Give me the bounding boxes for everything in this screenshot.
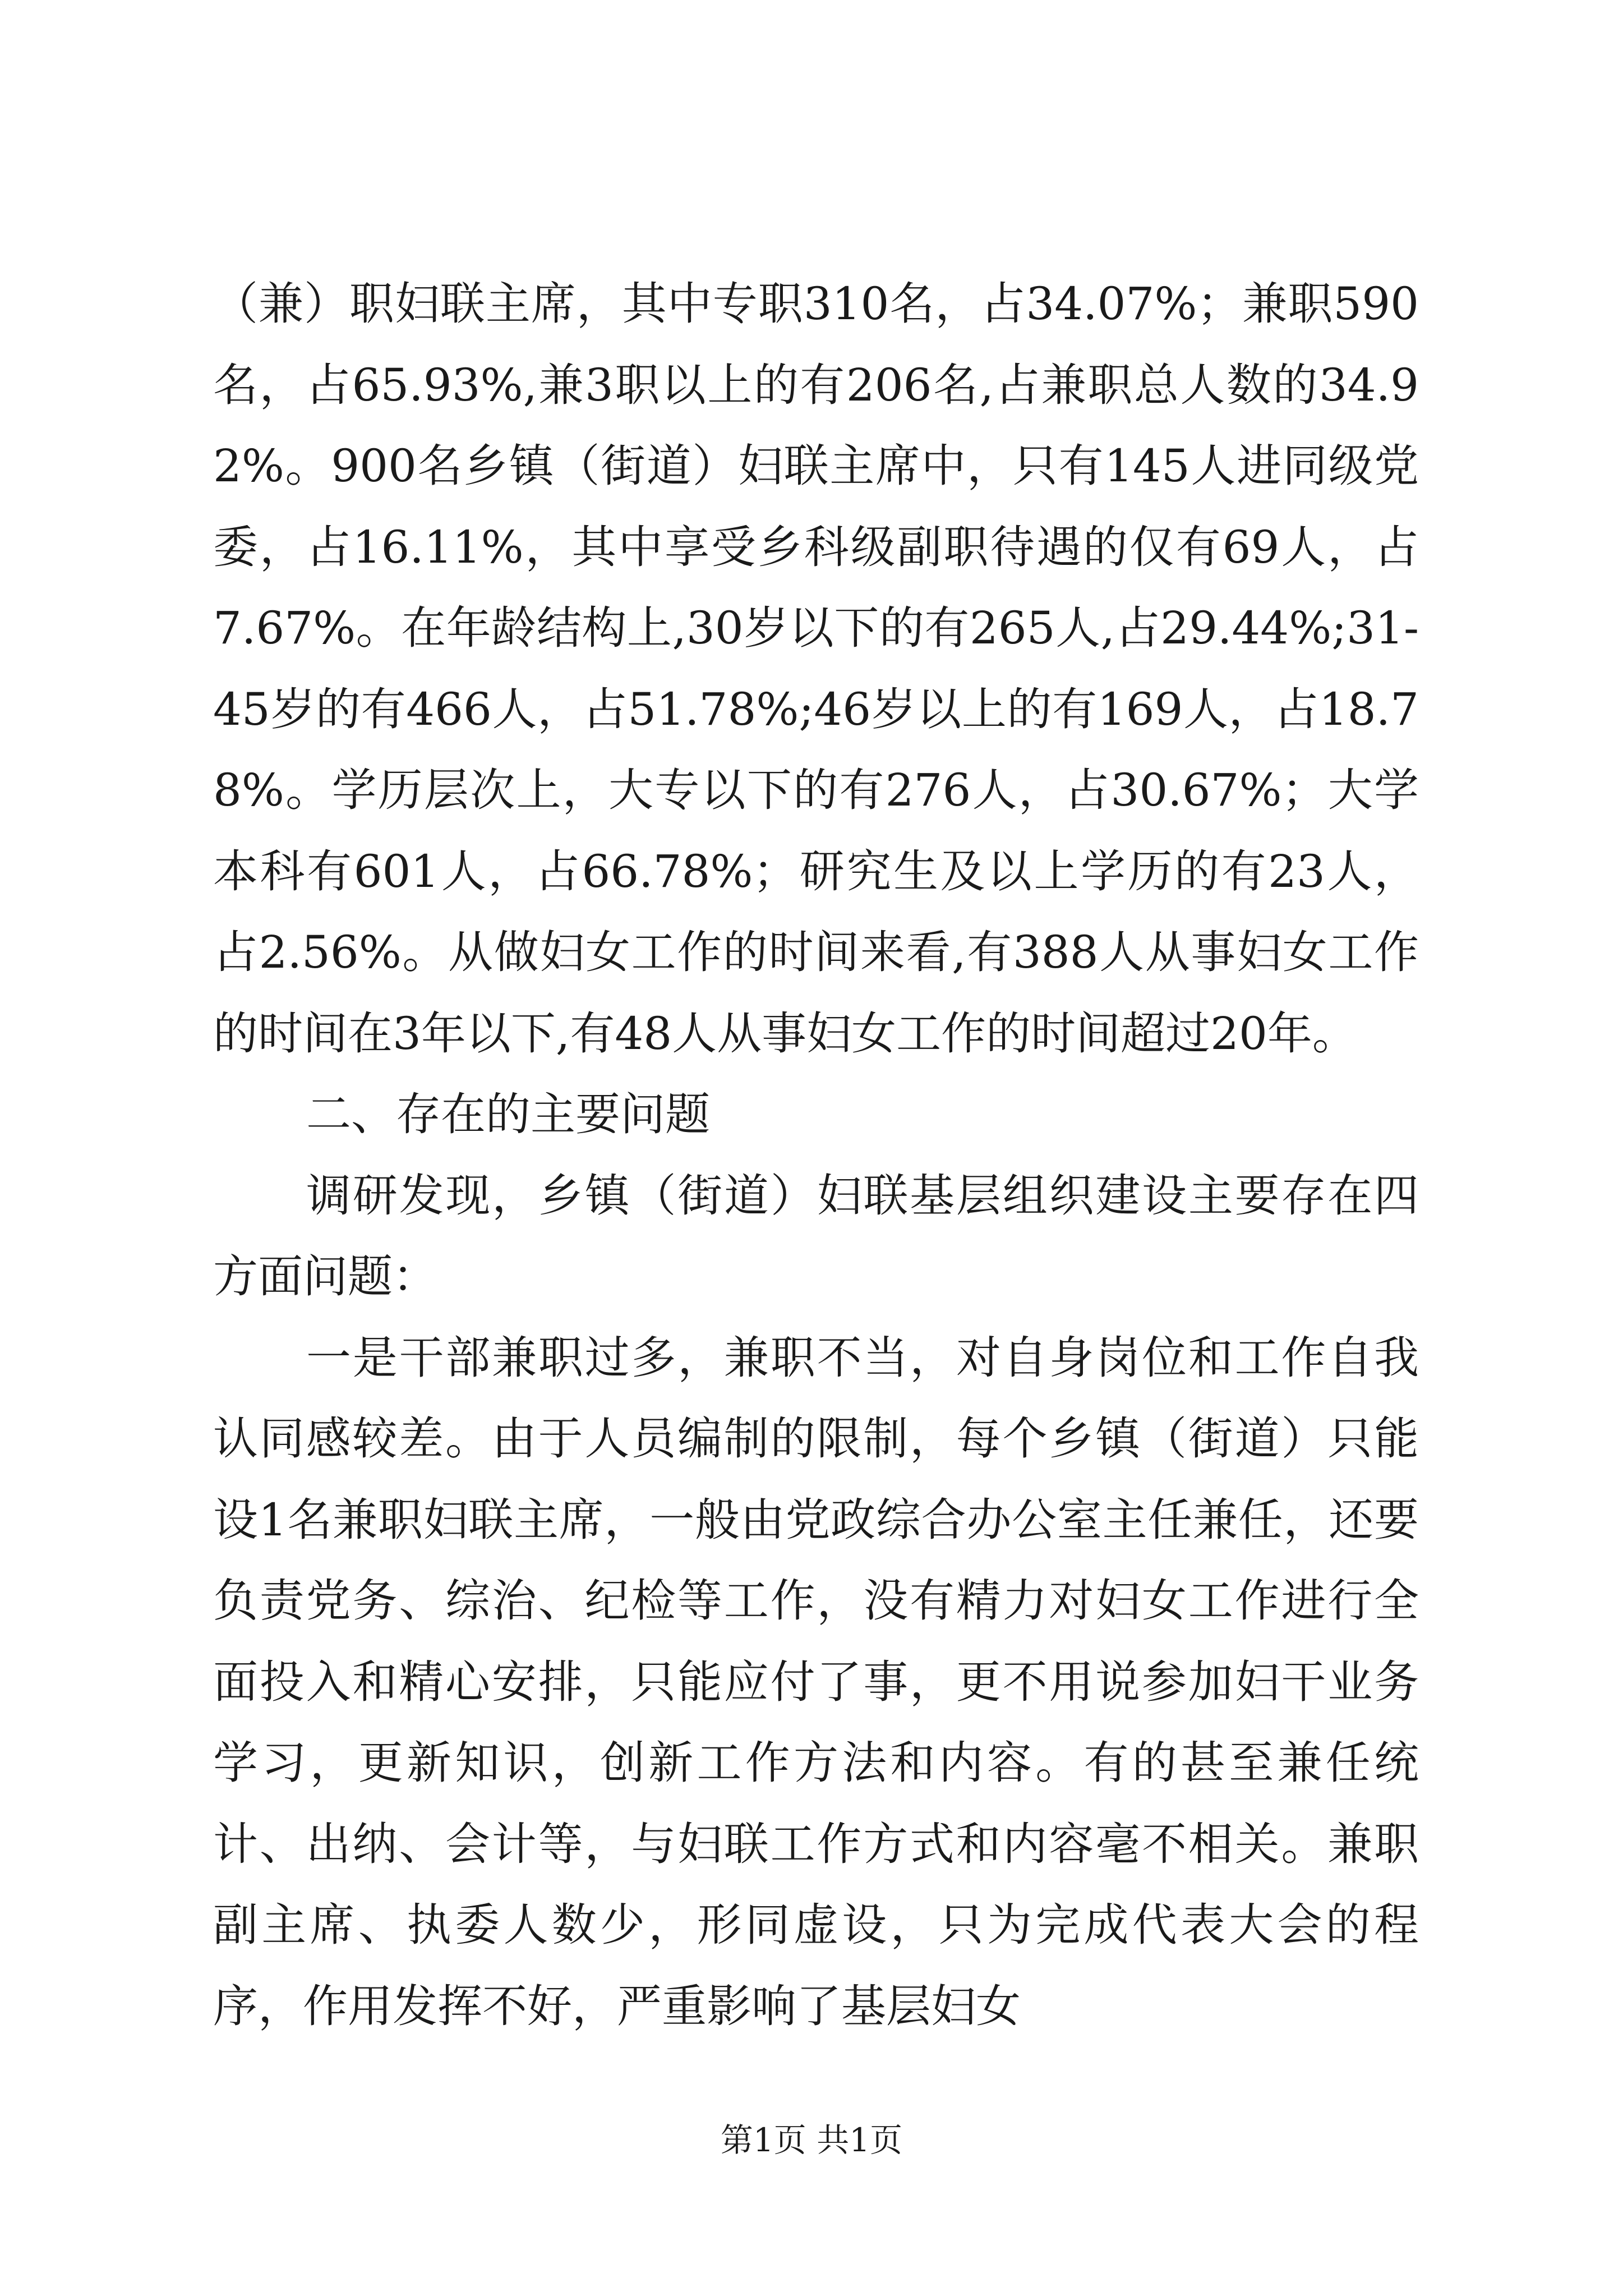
paragraph-findings-intro: 调研发现，乡镇（街道）妇联基层组织建设主要存在四方面问题： <box>213 1169 1419 1303</box>
section-heading: 二、存在的主要问题 <box>306 1088 710 1140</box>
paragraph-problem-one: 一是干部兼职过多，兼职不当，对自身岗位和工作自我认同感较差。由于人员编制的限制，每个乡镇（街道）只能设1名兼职妇联主席，一般由党政综合办公室主任兼任，还要负责党务、综治、纪检等工作，没有精力对妇女工作进行全面投入和精心安排，只能应付了事，更不用说参加妇干业务学习，更新知识，创新工作方法和内容。有的甚至兼任统计、出纳、会计等，与妇联工作方式和内容毫不相关。兼职副主席、执委人数少，形同虚设，只为完成代表大会的程序，作用发挥不好，严重影响了基层妇女 <box>213 1331 1419 2032</box>
paragraph-statistics: （兼）职妇联主席，其中专职310名，占34.07%；兼职590名，占65.93%,兼3职以上的有206名,占兼职总人数的34.92%。900名乡镇（街道）妇联主席中，只有145人进同级党委，占16.11%，其中享受乡科级副职待遇的仅有69人，占7.67%。在年龄结构上,30岁以下的有265人,占29.44%;31-45岁的有466人，占51.78%;46岁以上的有169人，占18.78%。学历层次上，大专以下的有276人，占30.67%；大学本科有601人，占66.78%；研究生及以上学历的有23人，占2.56%。从做妇女工作的时间来看,有388人从事妇女工作的时间在3年以下,有48人从事妇女工作的时间超过20年。 <box>213 278 1419 1060</box>
page-footer: 第1页 共1页 <box>720 2121 903 2159</box>
document-body <box>213 264 1419 2047</box>
